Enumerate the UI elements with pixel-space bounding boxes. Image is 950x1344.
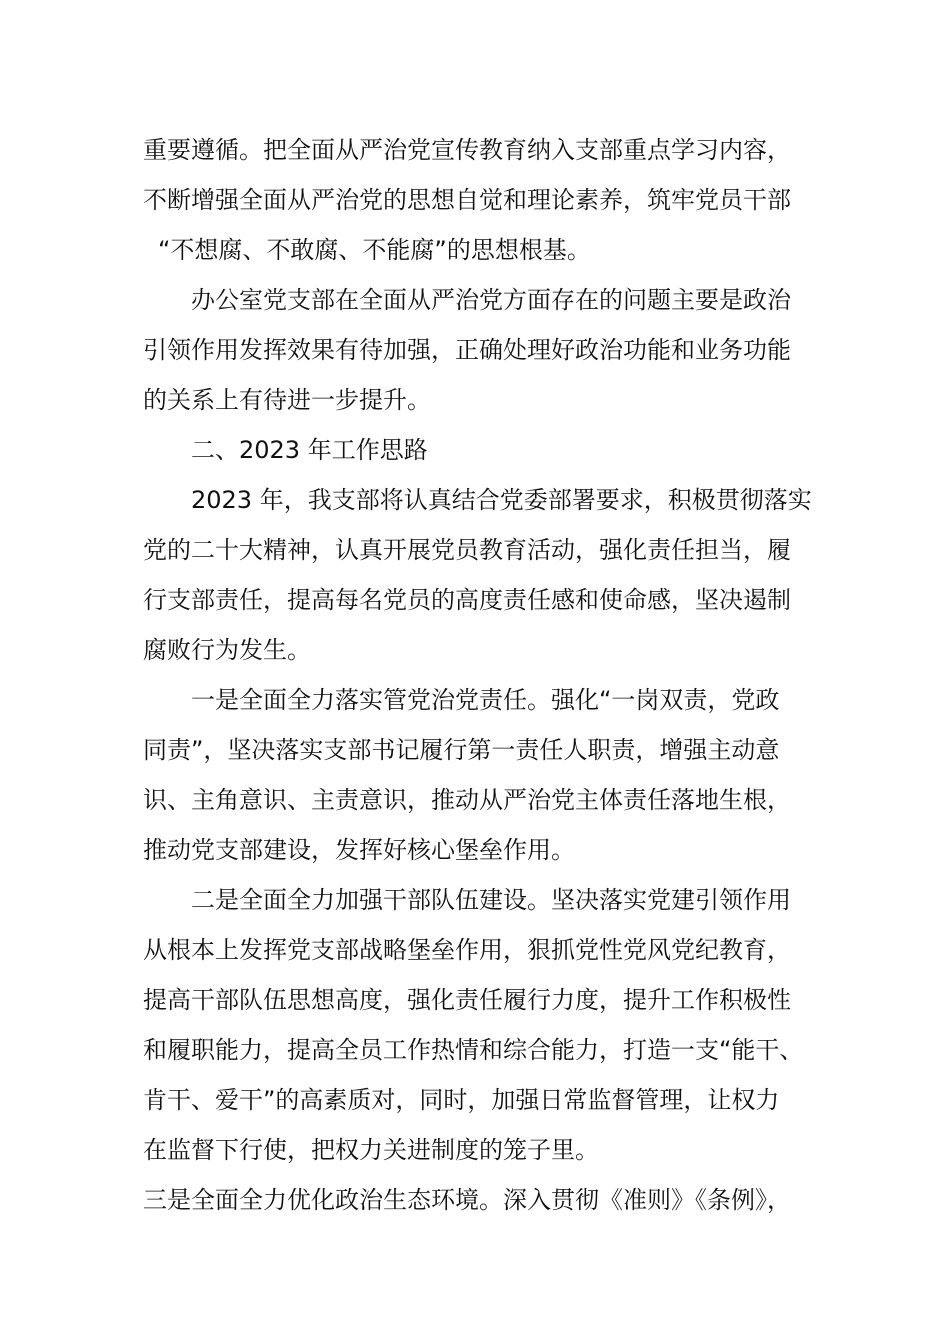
text-line-19: 和履职能力，提高全员工作热情和综合能力，打造一支“能干、 — [143, 1036, 804, 1064]
text-line-8: 2023 年，我支部将认真结合党委部署要求，积极贯彻落实 — [191, 486, 812, 514]
text-line-10: 行支部责任，提高每名党员的高度责任感和使命感，坚决遏制 — [143, 586, 791, 614]
text-line-1: 重要遵循。把全面从严治党宣传教育纳入支部重点学习内容， — [143, 136, 791, 164]
text-line-22: 三是全面全力优化政治生态环境。深入贯彻《准则》《条例》， — [143, 1186, 791, 1214]
text-line-16: 二是全面全力加强干部队伍建设。坚决落实党建引领作用 — [191, 886, 791, 914]
text-line-9: 党的二十大精神，认真开展党员教育活动，强化责任担当，履 — [143, 536, 791, 564]
text-line-6: 的关系上有待进一步提升。 — [143, 386, 431, 414]
text-line-20: 肯干、爱干”的高素质对，同时，加强日常监督管理，让权力 — [143, 1086, 780, 1114]
section-heading: 二、2023 年工作思路 — [191, 436, 428, 464]
text-line-21: 在监督下行使，把权力关进制度的笼子里。 — [143, 1136, 599, 1164]
text-line-18: 提高干部队伍思想高度，强化责任履行力度，提升工作积极性 — [143, 986, 791, 1014]
text-line-5: 引领作用发挥效果有待加强，正确处理好政治功能和业务功能 — [143, 336, 791, 364]
text-line-12: 一是全面全力落实管党治党责任。强化“一岗双责，党政 — [191, 686, 780, 714]
text-line-4: 办公室党支部在全面从严治党方面存在的问题主要是政治 — [191, 286, 791, 314]
text-line-17: 从根本上发挥党支部战略堡垒作用，狠抓党性党风党纪教育， — [143, 936, 791, 964]
text-line-3: “不想腐、不敢腐、不能腐”的思想根基。 — [158, 236, 591, 264]
text-line-14: 识、主角意识、主责意识，推动从严治党主体责任落地生根， — [143, 786, 791, 814]
text-line-2: 不断增强全面从严治党的思想自觉和理论素养，筑牢党员干部 — [143, 186, 791, 214]
text-line-11: 腐败行为发生。 — [143, 636, 311, 664]
text-line-15: 推动党支部建设，发挥好核心堡垒作用。 — [143, 836, 575, 864]
text-line-13: 同责”，坚决落实支部书记履行第一责任人职责，增强主动意 — [143, 736, 780, 764]
